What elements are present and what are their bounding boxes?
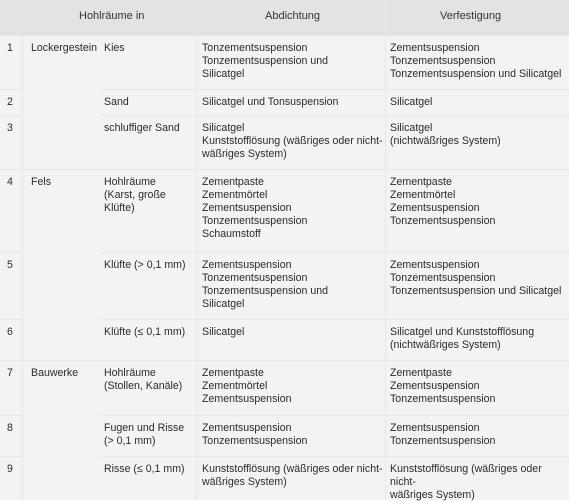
subtype-label: Klüfte (> 0,1 mm): [104, 259, 186, 271]
verfestigung-cell: Silicatgel: [390, 96, 433, 108]
subtype-label: Klüfte (≤ 0,1 mm): [104, 326, 186, 338]
abdichtung-cell: Zementpaste Zementmörtel Zementsuspension Tonzementsuspension Schaumstoff: [202, 176, 308, 240]
row-number: 8: [7, 422, 13, 434]
verfestigung-cell: Silicatgel und Kunststofflösung (nichtwäßriges System): [390, 326, 535, 351]
abdichtung-cell: Kunststofflösung (wäßriges oder nicht- wäßriges System): [202, 463, 383, 488]
abdichtung-cell: Silicatgel und Tonsuspension: [202, 96, 339, 108]
verfestigung-cell: Silicatgel (nichtwäßriges System): [390, 122, 501, 147]
material-label: Fels: [31, 176, 52, 188]
table-row: [0, 36, 569, 89]
row-number: 7: [7, 367, 13, 379]
subtype-label: Fugen und Risse (> 0,1 mm): [104, 422, 185, 447]
table-row: [0, 320, 569, 360]
subtype-label: schluffiger Sand: [104, 122, 180, 134]
abdichtung-cell: Silicatgel Kunststofflösung (wäßriges oder nicht- wäßriges System): [202, 122, 383, 160]
material-label: Bauwerke: [31, 367, 79, 379]
abdichtung-cell: Silicatgel: [202, 326, 245, 338]
abdichtung-cell: Zementsuspension Tonzementsuspension: [202, 422, 308, 447]
header-verfestigung-label: Verfestigung: [440, 10, 502, 22]
table-row: [0, 253, 569, 319]
row-number: 6: [7, 326, 13, 338]
table-row: [0, 170, 569, 252]
row-number: 4: [7, 176, 13, 188]
subtype-label: Kies: [104, 42, 125, 54]
table-row: [0, 90, 569, 115]
row-number: 5: [7, 259, 13, 271]
table-row: [0, 457, 569, 500]
row-number: 9: [7, 463, 13, 475]
header-abdichtung-label: Abdichtung: [265, 10, 321, 22]
verfestigung-cell: Zementsuspension Tonzementsuspension Tonzementsuspension und Silicatgel: [390, 42, 562, 80]
row-number: 1: [7, 42, 13, 54]
verfestigung-cell: Kunststofflösung (wäßriges oder nicht- wäßriges System): [390, 463, 542, 501]
table-row: [0, 116, 569, 169]
subtype-label: Sand: [104, 96, 129, 108]
table-row: [0, 361, 569, 415]
verfestigung-cell: Zementsuspension Tonzementsuspension Tonzementsuspension und Silicatgel: [390, 259, 562, 297]
header-abdichtung: [197, 0, 385, 35]
header-verfestigung: [386, 0, 569, 35]
subtype-label: Hohlräume (Karst, große Klüfte): [104, 176, 166, 214]
material-label: Lockergestein: [31, 42, 97, 54]
header-hohlraeume: [0, 0, 196, 35]
verfestigung-cell: Zementpaste Zementsuspension Tonzementsuspension: [390, 367, 496, 405]
row-number: 3: [7, 122, 13, 134]
header-hohlraeume-label: Hohlräume in: [79, 10, 145, 22]
row-number: 2: [7, 96, 13, 108]
abdichtung-cell: Tonzementsuspension Tonzementsuspension und Silicatgel: [202, 42, 329, 80]
table-row: [0, 416, 569, 456]
subtype-label: Hohlräume (Stollen, Kanäle): [104, 367, 183, 392]
verfestigung-cell: Zementpaste Zementmörtel Zementsuspension Tonzementsuspension: [390, 176, 496, 227]
subtype-label: Risse (≤ 0,1 mm): [104, 463, 185, 475]
abdichtung-cell: Zementsuspension Tonzementsuspension Tonzementsuspension und Silicatgel: [202, 259, 329, 310]
verfestigung-cell: Zementsuspension Tonzementsuspension: [390, 422, 496, 447]
abdichtung-cell: Zementpaste Zementmörtel Zementsuspension: [202, 367, 292, 405]
